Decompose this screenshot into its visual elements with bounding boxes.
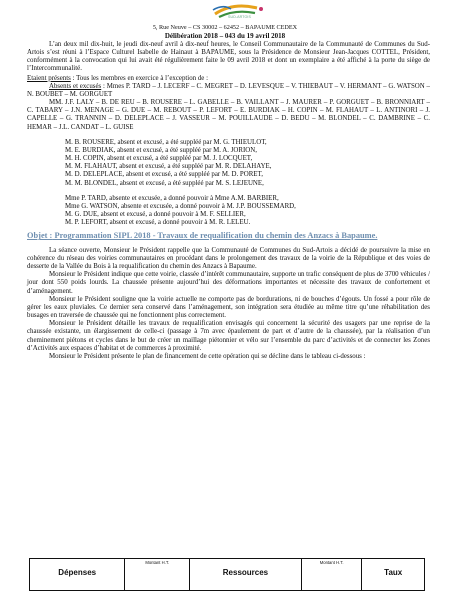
substitute-item: M. M. FLAHAUT, absent et excusé, a été suppléé par M. R. DELAHAYE, <box>65 163 272 171</box>
objet-label: Objet : <box>27 231 53 241</box>
proxy-item: M. G. DUE, absent et excusé, a donné pouvoir à M. F. SELLIER, <box>65 210 246 218</box>
col-montant-ht-2: Montant H.T. <box>301 559 362 591</box>
col-ressources: Ressources <box>190 559 302 591</box>
col-depenses: Dépenses <box>30 559 125 591</box>
substitute-item: M. M. BLONDEL, absent et excusé, a été suppléé par M. S. LEJEUNE, <box>65 179 264 187</box>
objet-title: Programmation SIPL 2018 - Travaux de requalification du chemin des Anzacs à Bapaume. <box>52 231 378 241</box>
objet-heading <box>27 231 430 241</box>
substitute-item: M. H. COPIN, absent et excusé, a été suppléé par M. J. LOCQUET, <box>65 155 253 163</box>
financing-table <box>29 558 425 591</box>
absent-text: : Mmes P. TARD – J. LECERF – C. MEGRET – D. LEVESQUE – V. THIEBAUT – V. HERMANT – G. WATSON – N. BOUBET – M. GORGUET <box>27 82 430 98</box>
address-line: 5, Rue Neuve – CS 30002 – 62452 – BAPAUME CEDEX <box>152 24 298 31</box>
present-label: Etaient présents <box>27 74 71 82</box>
body-paragraph: Monsieur le Président souligne que la voirie actuelle ne comporte pas de bordurations, ni de bouches d’égouts. Un fossé a pour rôle de gérer les eaux pluviales. Ce dernier sera conservé dans l’aménagement, son intégration sera étudiée au même titre qu’une réhabilitation des busages en traversée de chaussée qui ne fonctionnent plus correctement. <box>27 295 430 320</box>
body-paragraph: Monsieur le Président indique que cette voirie, classée d’intérêt communautaire, supporte un trafic conséquent de plus de 3700 véhicules / jour dont 550 poids lourds. La chaussée présente aujourd’hui des déformations importantes et nécessite des travaux de confortement et d’aménagement. <box>27 271 430 295</box>
substitute-item: M. D. DELEPLACE, absent et excusé, a été suppléé par M. D. PORET, <box>65 171 263 179</box>
body-paragraph: Monsieur le Président présente le plan de financement de cette opération qui se décline dans le tableau ci-dessous : <box>49 352 366 360</box>
sud-artois-logo <box>195 0 285 24</box>
logo-wordmark: SUD-ARTOIS <box>228 15 252 19</box>
table-header-row <box>30 559 425 591</box>
col-montant-ht-1: Montant H.T. <box>125 559 190 591</box>
intro-paragraph: L’an deux mil dix-huit, le jeudi dix-neuf avril à dix-neuf heures, le Conseil Communautaire de la Communauté de Communes du Sud-Artois s’est réuni à l’Espace Culturel Isabelle de Hainaut à BAPAUME, sous la Présidence de Monsieur Jean-Jacques COTTEL, Président, conformément à la convocation qui lui avait été régulièrement faite le 09 avril 2018 et dont un exemplaire a été affiché à la porte du siège de l’Intercommunalité. <box>27 41 430 73</box>
substitute-item: M. E. BURDIAK, absent et excusé, a été suppléé par M. A. JORION, <box>65 146 257 154</box>
present-line <box>27 75 430 83</box>
substitute-item: M. B. ROUSERE, absent et excusé, a été suppléé par M. G. THIEULOT, <box>65 138 267 146</box>
present-text: : Tous les membres en exercice à l’exception de : <box>70 74 208 82</box>
document-body <box>27 41 430 361</box>
deliberation-reference: Délibération 2018 – 043 du 19 avril 2018 <box>164 31 286 40</box>
body-paragraph: La séance ouverte, Monsieur le Président rappelle que la Communauté de Communes du Sud-Artois a décidé de poursuivre la mise en cohérence du réseau des voiries communautaires en procédant dans le prolongement des travaux de la voirie de la République et des voies de desserte de la Vallée du Bois à la requalification du chemin des Anzacs à Bapaume. <box>27 246 430 271</box>
absent-more: MM. J.F. LALY – B. DE REU – B. ROUSERE – L. GABELLE – B. VAILLANT – J. MAURER – P. GORGUET – B. BRONNIART – C. TABARY – J.N. MENAGE – G. DUE – M. REBOUT – P. LEFORT – E. BURDIAK – H. COPIN – M. FLAHAUT – L. ANTINORI – J. CAPELLE – G. TRANNIN – D. DELEPLACE – J. VASSEUR – M. POUILLAUDE – D. BEDU – M. BLONDEL – C. DAMBRINE – C. HEMAR – J.L. CANDAT – L. GUISE <box>27 99 430 131</box>
proxy-item: M. P. LEFORT, absent et excusé, a donné pouvoir à M. R. LELEU. <box>65 219 251 227</box>
absent-label: Absents et excusés <box>49 82 102 90</box>
proxy-item: Mme G. WATSON, absente et excusée, a donné pouvoir à M. J.P. BOUSSEMARD, <box>65 202 296 210</box>
proxy-item: Mme P. TARD, absente et excusée, a donné pouvoir à Mme A.M. BARBIER, <box>65 194 279 202</box>
absent-line <box>27 83 430 99</box>
body-paragraph: Monsieur le Président détaille les travaux de requalification envisagés qui concernent la sécurité des usagers par une reprise de la chaussée existante, un élargissement de celle-ci (passage à 7m avec épaulement de part et d’autre de la chaussée), par la réalisation d’un cheminement piétons et cycles dans le but de créer un maillage piétonnier et vélo sur l’ensemble du parc d’activités et de connecter les Zones d’Activités aux espaces d’habitat et de commerces à proximité. <box>27 320 430 352</box>
col-taux: Taux <box>362 559 425 591</box>
